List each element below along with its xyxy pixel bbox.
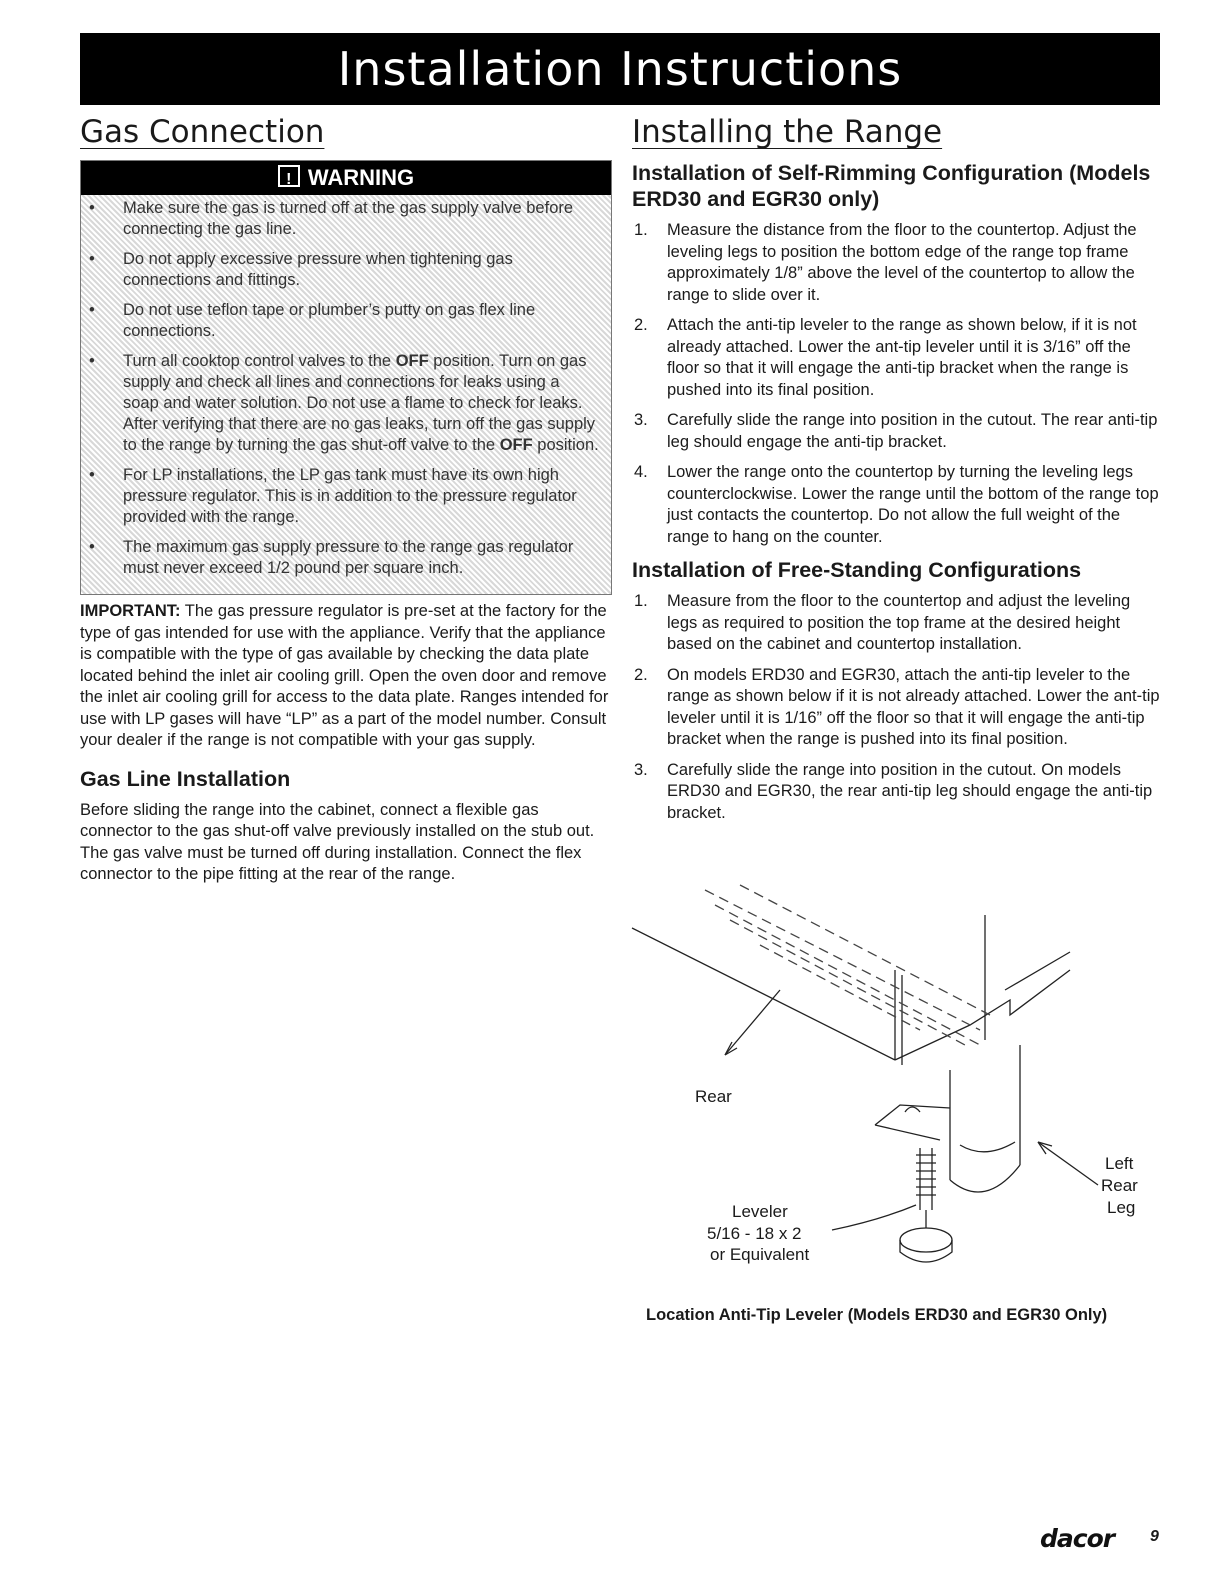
brand-logo: dacor: [1040, 1524, 1115, 1553]
self-rimming-steps: [632, 220, 1160, 548]
list-item: 3. Carefully slide the range into position in the cutout. The rear anti-tip leg should engage the anti-tip bracket.: [634, 411, 1158, 451]
gas-connection-title: Gas Connection: [80, 114, 325, 150]
leg-label-leg: Leg: [1107, 1198, 1136, 1217]
warning-icon: [278, 165, 300, 187]
warning-item: • For LP installations, the LP gas tank must have its own high pressure regulator. This is in addition to the pressure regulator provided with the range.: [81, 465, 599, 528]
important-note: [80, 601, 610, 752]
warning-heading: WARNING: [307, 165, 415, 190]
list-item: 2. Attach the anti-tip leveler to the range as shown below, if it is not already attached. Lower the ant-tip leveler until it is 3/16” off the floor so that it will engage the anti-tip bracket when the range is pushed into its final position.: [634, 316, 1137, 399]
important-text: The gas pressure regulator is pre-set at the factory for the type of gas intended for use with the appliance. Verify that the appliance is compatible with the type of gas available by checking the data plate located behind the inlet air cooling grill. Open the oven door and remove the inlet air cooling grill for access to the data plate. Ranges intended for use with LP gases will have “LP” as a part of the model number. Consult your dealer if the range is not compatible with your gas supply.: [80, 602, 609, 749]
gas-line-text: Before sliding the range into the cabinet, connect a flexible gas connector to the gas shut-off valve previously installed on the stub out. The gas valve must be turned off during installation. Connect the flex connector to the pipe fitting at the rear of the range.: [80, 800, 595, 883]
warning-item: • Do not use teflon tape or plumber’s putty on gas flex line connections.: [81, 300, 599, 342]
important-label: IMPORTANT:: [80, 602, 181, 620]
leveler-label: Leveler: [732, 1202, 788, 1221]
list-item: 1. Measure the distance from the floor to the countertop. Adjust the leveling legs to position the bottom edge of the range top frame approximately 1/8” above the level of the countertop to allow the range to slide over it.: [634, 221, 1137, 304]
free-standing-steps: [632, 591, 1160, 824]
anti-tip-diagram: [620, 880, 1160, 1300]
list-item: 4. Lower the range onto the countertop by turning the leveling legs counterclockwise. Lower the range until the bottom of the range top just contacts the countertop. Do not allow the full weight of the range to hang on the counter.: [634, 463, 1159, 546]
page-banner: Installation Instructions: [80, 33, 1160, 105]
leveler-equiv-label: or Equivalent: [710, 1245, 810, 1264]
installing-range-title: Installing the Range: [632, 114, 943, 150]
gas-connection-column: [80, 112, 610, 886]
warning-item: • Do not apply excessive pressure when tightening gas connections and fittings.: [81, 249, 599, 291]
warning-header: [81, 161, 611, 195]
warning-list: [81, 195, 611, 594]
leveler-size-label: 5/16 - 18 x 2: [707, 1224, 802, 1243]
free-standing-heading: Installation of Free-Standing Configurations: [632, 558, 1082, 582]
warning-item: • The maximum gas supply pressure to the range gas regulator must never exceed 1/2 pound per square inch.: [81, 537, 599, 579]
list-item: 1. Measure from the floor to the countertop and adjust the leveling legs as required to position the top frame at the desired height based on the cabinet and countertop installation.: [634, 592, 1131, 653]
page-number: 9: [1150, 1528, 1159, 1545]
warning-item: • Turn all cooktop control valves to the OFF position. Turn on gas supply and check all lines and connections for leaks using a soap and water solution. Do not use a flame to check for leaks. After verifying that there are no gas leaks, turn off the gas supply to the range by turning the gas shut-off valve to the OFF position.: [81, 351, 599, 456]
warning-box: [80, 160, 612, 595]
gas-line-heading: Gas Line Installation: [80, 766, 291, 791]
installing-range-column: [632, 112, 1160, 833]
list-item: 2. On models ERD30 and EGR30, attach the anti-tip leveler to the range as shown below if it is not already attached. Lower the ant-tip leveler until it is 1/16” off the floor so that it will engage the anti-tip bracket when the range is pushed into its final position.: [634, 665, 1160, 748]
list-item: 3. Carefully slide the range into position in the cutout. On models ERD30 and EGR30, the rear anti-tip leg should engage the anti-tip bracket.: [634, 760, 1153, 822]
self-rimming-heading: Installation of Self-Rimming Configuration (Models ERD30 and EGR30 only): [632, 161, 1151, 211]
leg-label-rear: Rear: [1101, 1176, 1138, 1195]
rear-label: Rear: [695, 1087, 732, 1106]
diagram-caption: Location Anti-Tip Leveler (Models ERD30 and EGR30 Only): [646, 1306, 1108, 1324]
leg-label-left: Left: [1105, 1154, 1134, 1173]
warning-item: • Make sure the gas is turned off at the gas supply valve before connecting the gas line.: [81, 198, 599, 240]
